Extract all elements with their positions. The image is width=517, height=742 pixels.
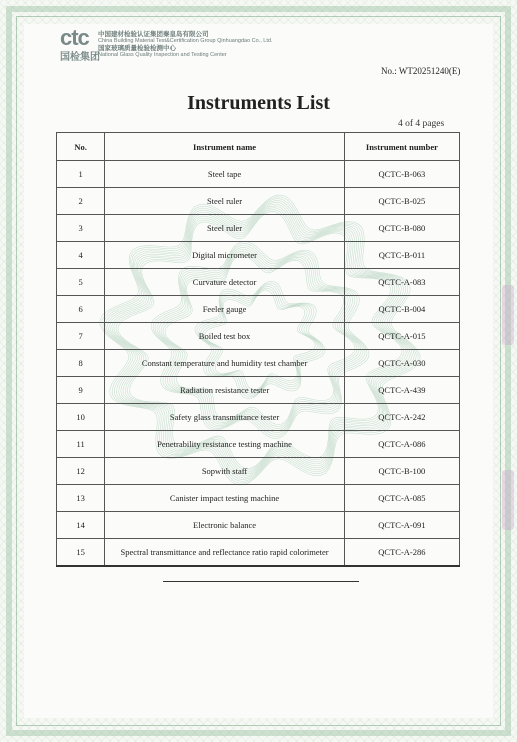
cell-instrument-number: QCTC-A-242 [344, 404, 459, 431]
cell-instrument-number: QCTC-A-015 [344, 323, 459, 350]
header-no: No. [57, 133, 105, 161]
cell-instrument-number: QCTC-B-025 [344, 188, 459, 215]
cell-instrument-name: Feeler gauge [105, 296, 345, 323]
cell-no: 4 [57, 242, 105, 269]
table-row [57, 188, 460, 215]
signature-line [163, 581, 359, 582]
cell-instrument-number: QCTC-A-030 [344, 350, 459, 377]
organization-names [98, 31, 273, 59]
cell-instrument-name: Safety glass transmittance tester [105, 404, 345, 431]
page-count: 4 of 4 pages [398, 119, 445, 129]
cell-no: 3 [57, 215, 105, 242]
instruments-table [56, 132, 460, 567]
cell-no: 1 [57, 161, 105, 188]
cell-instrument-number: QCTC-B-080 [344, 215, 459, 242]
org-name-en-1: China Building Material Test&Certification Group Qinhuangdao Co., Ltd. [98, 38, 273, 44]
cell-no: 7 [57, 323, 105, 350]
cell-instrument-name: Penetrability resistance testing machine [105, 431, 345, 458]
org-name-cn-2: 国家玻璃质量检验检测中心 [98, 45, 176, 52]
table-row [57, 539, 460, 567]
cell-instrument-number: QCTC-A-083 [344, 269, 459, 296]
cell-no: 10 [57, 404, 105, 431]
cell-no: 15 [57, 539, 105, 567]
edge-seal-mark [502, 285, 514, 345]
cell-instrument-number: QCTC-A-086 [344, 431, 459, 458]
org-name-en-2: National Glass Quality Inspection and Testing Center [98, 52, 227, 58]
cell-instrument-name: Spectral transmittance and reflectance ratio rapid colorimeter [105, 539, 345, 567]
table-row [57, 350, 460, 377]
table-row [57, 404, 460, 431]
cell-no: 12 [57, 458, 105, 485]
cell-no: 6 [57, 296, 105, 323]
cell-instrument-name: Curvature detector [105, 269, 345, 296]
header-instrument-name: Instrument name [105, 133, 345, 161]
cell-instrument-name: Boiled test box [105, 323, 345, 350]
cell-instrument-name: Steel ruler [105, 215, 345, 242]
cell-no: 11 [57, 431, 105, 458]
cell-instrument-name: Digital micrometer [105, 242, 345, 269]
cell-instrument-name: Canister impact testing machine [105, 485, 345, 512]
cell-instrument-number: QCTC-A-091 [344, 512, 459, 539]
cell-instrument-name: Electronic balance [105, 512, 345, 539]
cell-instrument-name: Steel tape [105, 161, 345, 188]
table-row [57, 431, 460, 458]
cell-no: 2 [57, 188, 105, 215]
ctc-logo-mark: ctc [60, 25, 89, 50]
org-name-cn-1: 中国建材检验认证集团秦皇岛有限公司 [98, 31, 209, 38]
cell-no: 8 [57, 350, 105, 377]
cell-no: 14 [57, 512, 105, 539]
cell-instrument-number: QCTC-B-004 [344, 296, 459, 323]
report-number: No.: WT20251240(E) [381, 66, 461, 76]
table-row [57, 296, 460, 323]
table-row [57, 458, 460, 485]
cell-instrument-number: QCTC-A-439 [344, 377, 459, 404]
table-row [57, 512, 460, 539]
table-row [57, 242, 460, 269]
cell-instrument-name: Radiation resistance tester [105, 377, 345, 404]
table-row [57, 377, 460, 404]
table-row [57, 215, 460, 242]
cell-no: 5 [57, 269, 105, 296]
cell-instrument-number: QCTC-A-085 [344, 485, 459, 512]
cell-instrument-name: Steel ruler [105, 188, 345, 215]
table-row [57, 485, 460, 512]
table-row [57, 323, 460, 350]
cell-instrument-number: QCTC-B-063 [344, 161, 459, 188]
table-header-row [57, 133, 460, 161]
logo-chinese-name: 国检集团 [60, 52, 100, 63]
table-row [57, 161, 460, 188]
cell-instrument-name: Constant temperature and humidity test chamber [105, 350, 345, 377]
cell-no: 13 [57, 485, 105, 512]
header-instrument-number: Instrument number [344, 133, 459, 161]
cell-instrument-number: QCTC-B-011 [344, 242, 459, 269]
edge-seal-mark [502, 470, 514, 530]
cell-instrument-number: QCTC-A-286 [344, 539, 459, 567]
page-title: Instruments List [187, 92, 330, 114]
table-row [57, 269, 460, 296]
cell-no: 9 [57, 377, 105, 404]
cell-instrument-number: QCTC-B-100 [344, 458, 459, 485]
cell-instrument-name: Sopwith staff [105, 458, 345, 485]
